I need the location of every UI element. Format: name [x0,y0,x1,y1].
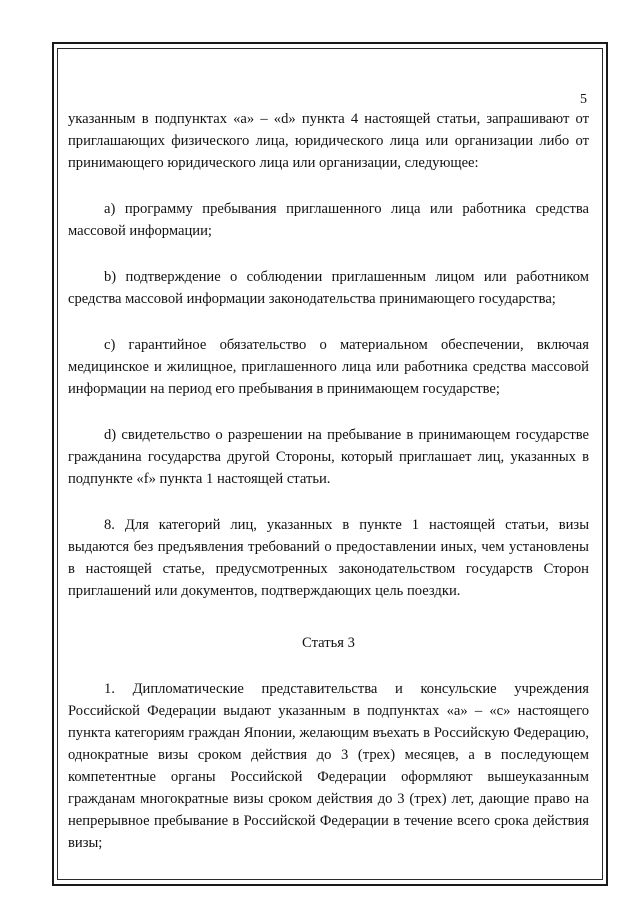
paragraph-continuation: указанным в подпунктах «а» – «d» пункта 4 настоящей статьи, запрашивают от приглашающих физического лица, юридического лица или организации либо от принимающего юридического лица или организации, следующее: [68,111,589,171]
paragraph-item-c: c) гарантийное обязательство о материальном обеспечении, включая медицинское и жилищное, приглашенного лица или работника средства массовой информации на период его пребывания в принимающем государстве; [68,337,589,397]
document-body [68,108,589,854]
article-3-point-1: 1. Дипломатические представительства и консульские учреждения Российской Федерации выдают указанным в подпунктах «а» – «с» настоящего пункта категориям граждан Японии, желающим въехать в Российскую Федерацию, однократные визы сроком действия до 3 (трех) месяцев, а в последующем компетентные органы Российской Федерации оформляют вышеуказанным гражданам многократные визы сроком действия до 3 (трех) лет, дающие право на непрерывное пребывание в Российской Федерации в течение всего срока действия визы; [68,681,589,851]
paragraph-point-8: 8. Для категорий лиц, указанных в пункте 1 настоящей статьи, визы выдаются без предъявления требований о предоставлении иных, чем установлены в настоящей статье, предусмотренных законодательством государств Сторон приглашений или документов, подтверждающих цель поездки. [68,517,589,599]
paragraph-item-d: d) свидетельство о разрешении на пребывание в принимающем государстве гражданина государства другой Стороны, который приглашает лиц, указанных в подпункте «f» пункта 1 настоящей статьи. [68,427,589,487]
article-heading: Статья 3 [302,635,355,651]
paragraph-item-a: a) программу пребывания приглашенного лица или работника средства массовой информации; [68,201,589,239]
paragraph-item-b: b) подтверждение о соблюдении приглашенным лицом или работником средства массовой информации законодательства принимающего государства; [68,269,589,307]
page-number: 5 [580,92,587,107]
